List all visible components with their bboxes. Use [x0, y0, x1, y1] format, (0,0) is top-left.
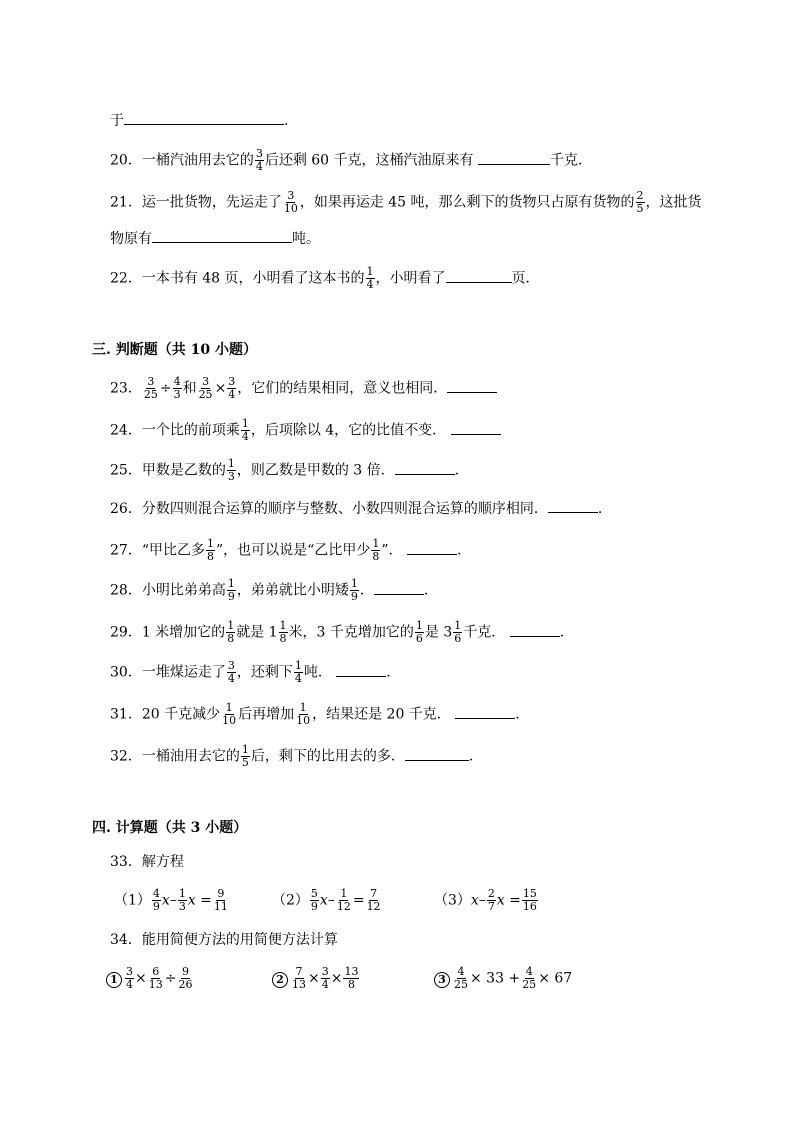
fraction-numerator: 3	[228, 375, 236, 388]
answer-blank[interactable]	[395, 460, 455, 475]
fraction-numerator: 3	[321, 965, 329, 978]
fraction-denominator: 4	[294, 672, 302, 685]
calc-3	[434, 966, 572, 991]
text-segment: .	[515, 706, 520, 723]
fraction-numerator: 9	[181, 965, 189, 978]
text-segment: 31	[110, 706, 128, 723]
section-title-calculation: 四. 计算题（共 3 小题）	[92, 820, 248, 836]
fraction-denominator: 4	[227, 672, 235, 685]
text-segment: .	[456, 542, 462, 559]
text-segment: 24	[110, 422, 128, 439]
fraction	[294, 660, 303, 685]
answer-blank[interactable]	[374, 580, 424, 595]
text-segment: 吨．	[303, 664, 332, 681]
text-segment: ÷	[159, 380, 172, 397]
text-segment: x–	[161, 892, 177, 909]
text-segment: ．20 千克减少	[127, 706, 221, 723]
answer-blank[interactable]	[451, 420, 501, 435]
fraction-numerator: 3	[227, 659, 235, 672]
fraction-numerator: 1	[227, 619, 235, 632]
fraction	[226, 620, 235, 645]
fraction-denominator: 13	[292, 978, 306, 991]
answer-blank[interactable]	[407, 540, 457, 555]
fraction-denominator: 8	[372, 550, 380, 563]
fraction	[321, 966, 330, 991]
answer-blank[interactable]	[455, 704, 515, 719]
text-segment: 34	[110, 932, 128, 948]
text-segment: ，后项除以 4，它的比值不变．	[250, 422, 447, 439]
fraction	[366, 888, 382, 913]
text-segment: ，还剩下	[236, 664, 293, 681]
text-segment: 33	[110, 854, 128, 870]
text-segment: ，弟弟就比小明矮	[236, 582, 349, 599]
calc-2	[272, 966, 360, 991]
question-26	[110, 498, 602, 519]
fraction	[371, 538, 380, 563]
fraction	[227, 578, 236, 603]
fraction-numerator: 7	[295, 965, 303, 978]
text-segment: 就是 1	[236, 624, 278, 641]
fraction-numerator: 3	[287, 189, 295, 202]
answer-blank[interactable]	[446, 268, 512, 283]
answer-blank[interactable]	[510, 622, 560, 637]
fraction-denominator: 9	[227, 590, 235, 603]
fraction	[143, 376, 159, 401]
fraction	[343, 966, 359, 991]
fraction	[291, 966, 307, 991]
fraction-numerator: 13	[344, 965, 359, 978]
text-segment: ，则乙数是甲数的 3 倍．	[236, 462, 395, 479]
text-segment: =	[352, 892, 365, 909]
text-segment: .	[386, 664, 391, 681]
text-segment: 后，剩下的比用去的多．	[250, 748, 405, 765]
fraction	[177, 966, 193, 991]
fraction	[279, 620, 288, 645]
fraction-denominator: 6	[454, 632, 462, 645]
equation-3	[434, 888, 539, 913]
fraction	[227, 458, 236, 483]
fraction-denominator: 5	[636, 202, 644, 215]
text-segment: （1）	[114, 892, 151, 909]
fraction-numerator: 3	[147, 375, 155, 388]
fraction-denominator: 16	[522, 900, 537, 913]
fraction-numerator: 5	[310, 887, 318, 900]
text-segment: ．分数四则混合运算的顺序与整数、小数四则混合运算的顺序相同．	[127, 501, 548, 517]
fraction-denominator: 10	[283, 202, 298, 215]
fraction-numerator: 1	[340, 887, 348, 900]
text-segment: ．“甲比乙多	[127, 542, 205, 559]
fraction	[521, 966, 537, 991]
text-segment: x =	[187, 892, 212, 909]
text-segment: 25	[110, 462, 128, 479]
fraction-denominator: 9	[310, 900, 318, 913]
fraction-denominator: 26	[178, 978, 193, 991]
answer-blank[interactable]	[336, 662, 386, 677]
fraction	[241, 418, 250, 443]
fraction-denominator: 5	[241, 756, 249, 769]
fraction-numerator: 1	[227, 457, 235, 470]
fraction-numerator: 4	[457, 965, 465, 978]
text-segment: ．甲数是乙数的	[127, 462, 226, 479]
question-20	[110, 148, 592, 173]
question-32	[110, 744, 473, 769]
fraction-numerator: 1	[454, 619, 462, 632]
fraction-numerator: 1	[299, 701, 307, 714]
fraction	[148, 966, 164, 991]
fraction	[241, 744, 250, 769]
fraction-numerator: 1	[241, 743, 249, 756]
text-segment: 后再增加	[238, 706, 295, 723]
fraction	[173, 376, 182, 401]
fraction	[310, 888, 319, 913]
answer-blank[interactable]	[478, 150, 550, 165]
fraction	[636, 190, 645, 215]
text-segment: （2）	[272, 892, 309, 909]
text-segment: ．运一批货物，先运走了	[127, 194, 282, 211]
fraction-numerator: 1	[294, 659, 302, 672]
fraction-denominator: 10	[222, 714, 237, 727]
fraction-denominator: 6	[415, 632, 423, 645]
text-segment: ”．	[381, 542, 403, 559]
fraction-numerator: 4	[152, 887, 160, 900]
question-21-cont	[110, 228, 320, 249]
fraction-numerator: 2	[636, 189, 644, 202]
fraction-denominator: 25	[454, 978, 468, 991]
fraction-numerator: 7	[370, 887, 378, 900]
question-27	[110, 538, 461, 563]
fraction	[522, 888, 538, 913]
fraction-numerator: 1	[178, 887, 186, 900]
circled-number-3: 3	[434, 972, 450, 988]
answer-blank[interactable]	[548, 498, 598, 513]
fraction-denominator: 8	[279, 632, 287, 645]
answer-blank[interactable]	[124, 110, 284, 125]
fraction-denominator: 12	[336, 900, 351, 913]
answer-blank[interactable]	[152, 228, 292, 243]
equation-2	[272, 888, 383, 913]
text-segment: ．解方程	[127, 854, 184, 870]
fraction-denominator: 25	[198, 388, 213, 401]
fraction-denominator: 3	[173, 388, 181, 401]
fraction	[255, 148, 264, 173]
circled-number-1: 1	[106, 972, 122, 988]
text-segment: 20	[110, 152, 128, 169]
fraction-denominator: 4	[126, 978, 133, 991]
text-segment: .	[284, 113, 289, 129]
text-segment: × 67	[538, 970, 573, 987]
fraction	[198, 376, 214, 401]
fraction	[336, 888, 352, 913]
fraction-denominator: 25	[143, 388, 158, 401]
text-segment: 米，3 千克增加它的	[288, 624, 414, 641]
text-segment: ．一堆煤运走了	[127, 664, 226, 681]
fraction-denominator: 7	[487, 900, 495, 913]
fraction-numerator: 1	[350, 577, 358, 590]
fraction-denominator: 13	[148, 978, 163, 991]
fraction-denominator: 12	[366, 900, 381, 913]
text-segment: 27	[110, 542, 128, 559]
q19-tail	[110, 110, 288, 131]
fraction-numerator: 4	[525, 965, 533, 978]
text-segment: x–	[319, 892, 335, 909]
text-segment: 30	[110, 664, 128, 681]
fraction-denominator: 8	[347, 978, 355, 991]
fraction-numerator: 9	[217, 887, 225, 900]
fraction-numerator: 1	[241, 417, 249, 430]
answer-blank[interactable]	[405, 746, 469, 761]
text-segment: ，小明看了	[375, 270, 446, 287]
fraction-numerator: 3	[126, 965, 133, 978]
text-segment: ．能用简便方法的用简便方法计算	[127, 932, 338, 948]
text-segment: 28	[110, 582, 128, 599]
question-29	[110, 620, 564, 645]
text-segment: ×	[330, 970, 343, 987]
fraction-numerator: 15	[522, 887, 537, 900]
text-segment: ×	[135, 970, 147, 987]
question-31	[110, 702, 520, 727]
text-segment: 千克．	[463, 624, 506, 641]
question-23: 23． $\frac{3}{25}$ ÷ $\frac{4}{3}$ 和 $\frac{3}{25}$ × $\frac{3}{4}$ ，它们的结果相同，意义也相同．	[110, 376, 497, 401]
text-segment: ．	[359, 582, 374, 599]
text-segment: ，这批货	[645, 194, 702, 211]
fraction-denominator: 4	[255, 160, 263, 173]
text-segment: ×	[214, 380, 227, 397]
question-24	[110, 418, 501, 443]
fraction	[350, 578, 359, 603]
fraction	[227, 376, 236, 401]
fraction-numerator: 1	[372, 537, 380, 550]
fraction-numerator: 6	[152, 965, 160, 978]
fraction	[152, 888, 161, 913]
fraction	[227, 660, 236, 685]
text-segment: ．一桶油用去它的	[127, 748, 240, 765]
fraction	[366, 266, 375, 291]
equation-1	[114, 888, 230, 913]
fraction-denominator: 10	[296, 714, 311, 727]
text-segment: （3）	[434, 892, 471, 909]
fraction-denominator: 3	[178, 900, 186, 913]
text-segment: 千克．	[550, 152, 592, 169]
text-segment: 29	[110, 624, 128, 641]
fraction	[487, 888, 496, 913]
text-segment: 21	[110, 194, 128, 211]
fraction-numerator: 3	[255, 147, 263, 160]
fraction-numerator: 4	[173, 375, 181, 388]
question-21	[110, 190, 702, 215]
fraction-numerator: 1	[366, 265, 374, 278]
text-segment: × 33 +	[470, 970, 521, 987]
question-22	[110, 266, 540, 291]
fraction-denominator: 9	[350, 590, 358, 603]
text-segment: ，如果再运走 45 吨，那么剩下的货物只占原有货物的	[299, 194, 635, 211]
text-segment: ．小明比弟弟高	[127, 582, 226, 599]
text-segment: x–	[470, 892, 486, 909]
text-segment: ．一本书有 48 页，小明看了这本书的	[127, 270, 365, 287]
fraction-numerator: 1	[279, 619, 287, 632]
text-segment: 物原有	[110, 231, 152, 247]
question-34	[110, 930, 338, 950]
question-28	[110, 578, 428, 603]
text-segment: ．一个比的前项乘	[127, 422, 240, 439]
text-segment: .	[423, 582, 429, 599]
fraction	[178, 888, 187, 913]
text-segment: 是 3	[424, 624, 453, 641]
fraction-denominator: 4	[366, 278, 374, 291]
fraction	[283, 190, 299, 215]
fraction-numerator: 3	[202, 375, 210, 388]
fraction-denominator: 8	[207, 550, 214, 563]
text-segment: 吨。	[292, 231, 320, 247]
text-segment: 23	[110, 380, 128, 397]
fraction-numerator: 1	[227, 577, 235, 590]
text-segment: .	[597, 501, 603, 517]
fraction-denominator: 3	[227, 470, 235, 483]
text-segment: .	[468, 748, 474, 765]
text-segment: 和	[182, 380, 197, 397]
question-30	[110, 660, 391, 685]
fraction-numerator: 1	[415, 619, 423, 632]
answer-blank[interactable]	[447, 378, 497, 393]
fraction-denominator: 4	[321, 978, 329, 991]
text-segment: ×	[308, 970, 320, 987]
fraction-denominator: 8	[227, 632, 235, 645]
fraction-denominator: 11	[213, 900, 228, 913]
fraction	[125, 966, 134, 991]
fraction-numerator: 1	[225, 701, 233, 714]
text-segment: x =	[496, 892, 521, 909]
text-segment: 于	[110, 113, 124, 129]
text-segment: ，它们的结果相同，意义也相同．	[237, 380, 448, 397]
text-segment: ．一桶汽油用去它的	[127, 152, 254, 169]
fraction-denominator: 25	[522, 978, 537, 991]
section-title-judgement: 三. 判断题（共 10 小题）	[92, 342, 257, 358]
text-segment: 26	[110, 501, 128, 517]
text-segment: 32	[110, 748, 128, 765]
text-segment: ，结果还是 20 千克．	[312, 706, 451, 723]
fraction	[415, 620, 424, 645]
text-segment: 页．	[511, 270, 540, 287]
fraction-numerator: 1	[207, 537, 214, 550]
fraction	[453, 966, 469, 991]
fraction	[206, 538, 215, 563]
fraction-numerator: 2	[487, 887, 495, 900]
text-segment: ”，也可以说是“乙比甲少	[216, 542, 371, 559]
fraction	[453, 620, 462, 645]
text-segment: ．1 米增加它的	[127, 624, 226, 641]
fraction	[295, 702, 311, 727]
fraction-denominator: 4	[241, 430, 249, 443]
question-33	[110, 852, 184, 872]
fraction	[213, 888, 229, 913]
text-segment: .	[454, 462, 460, 479]
circled-number-2: 2	[272, 972, 288, 988]
question-25	[110, 458, 459, 483]
fraction-denominator: 9	[152, 900, 160, 913]
fraction	[221, 702, 237, 727]
calc-1	[106, 966, 194, 991]
text-segment: ÷	[164, 970, 177, 987]
text-segment: 后还剩 60 千克，这桶汽油原来有	[264, 152, 474, 169]
fraction-denominator: 4	[228, 388, 236, 401]
text-segment: .	[559, 624, 565, 641]
text-segment: 22	[110, 270, 128, 287]
